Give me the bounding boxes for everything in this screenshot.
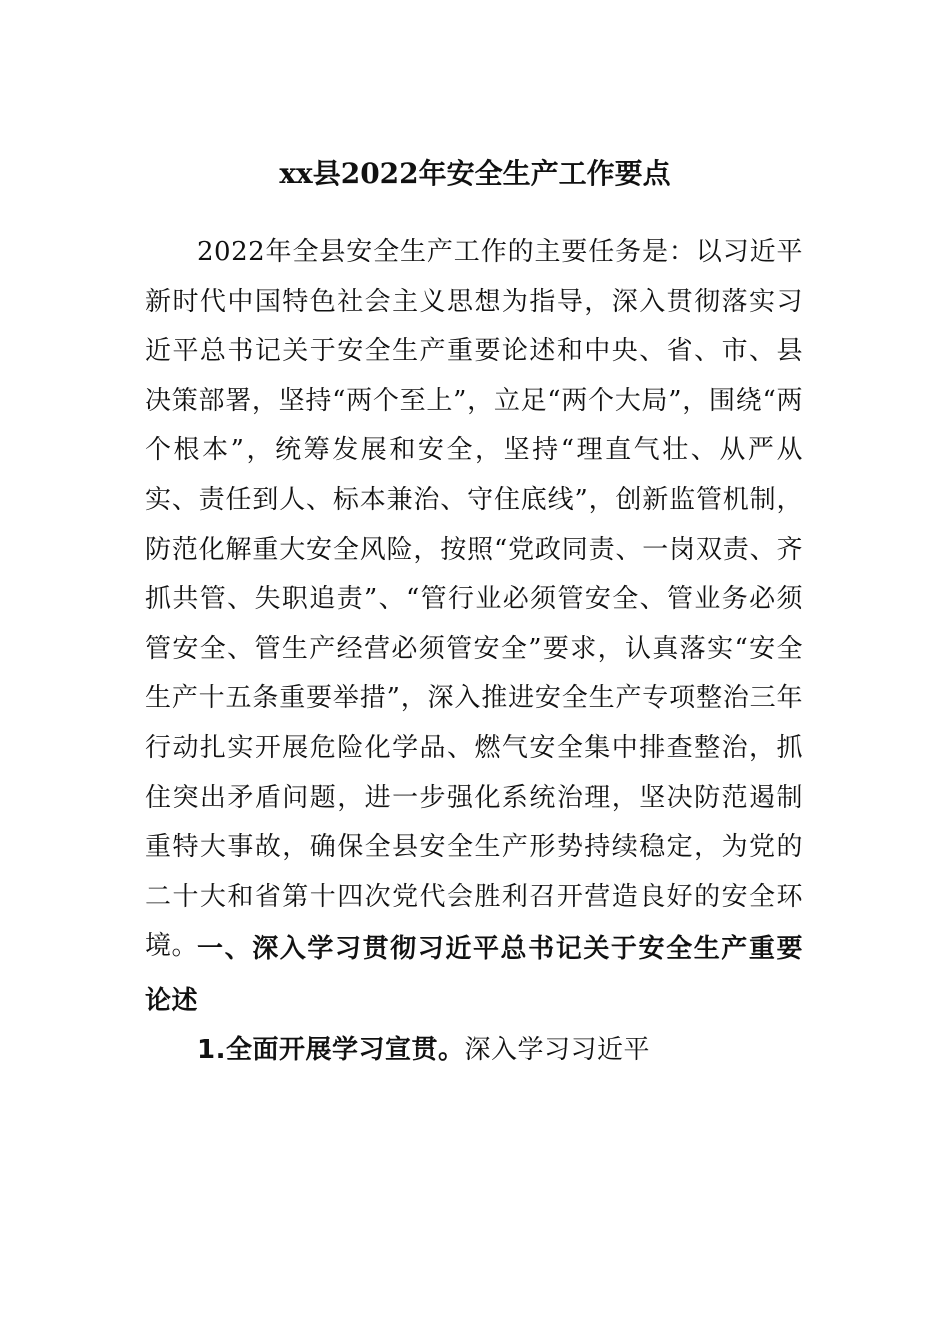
item-paragraph-1	[145, 1026, 803, 1075]
item-lead-text: 1.全面开展学习宣贯。	[197, 1035, 465, 1065]
document-title: xx县2022年安全生产工作要点	[279, 157, 671, 190]
section-heading-1: 一、深入学习贯彻习近平总书记关于安全生产重要论述	[145, 934, 803, 1016]
item-body-text: 深入学习习近平	[464, 1035, 650, 1065]
intro-paragraph: 2022年全县安全生产工作的主要任务是：以习近平新时代中国特色社会主义思想为指导，深入贯彻落实习近平总书记关于安全生产重要论述和中央、省、市、县决策部署，坚持“两个至上”，立足“两个大局”，围绕“两个根本”，统筹发展和安全，坚持“理直气壮、从严从实、责任到人、标本兼治、守住底线”，创新监管机制，防范化解重大安全风险，按照“党政同责、一岗双责、齐抓共管、失职追责”、“管行业必须管安全、管业务必须管安全、管生产经营必须管安全”要求，认真落实“安全生产十五条重要举措”，深入推进安全生产专项整治三年行动扎实开展危险化学品、燃气安全集中排查整治，抓住突出矛盾问题，进一步强化系统治理，坚决防范遏制重特大事故，确保全县安全生产形势持续稳定，为党的二十大和省第十四次党代会胜利召开营造良好的安全环境。	[145, 237, 803, 962]
